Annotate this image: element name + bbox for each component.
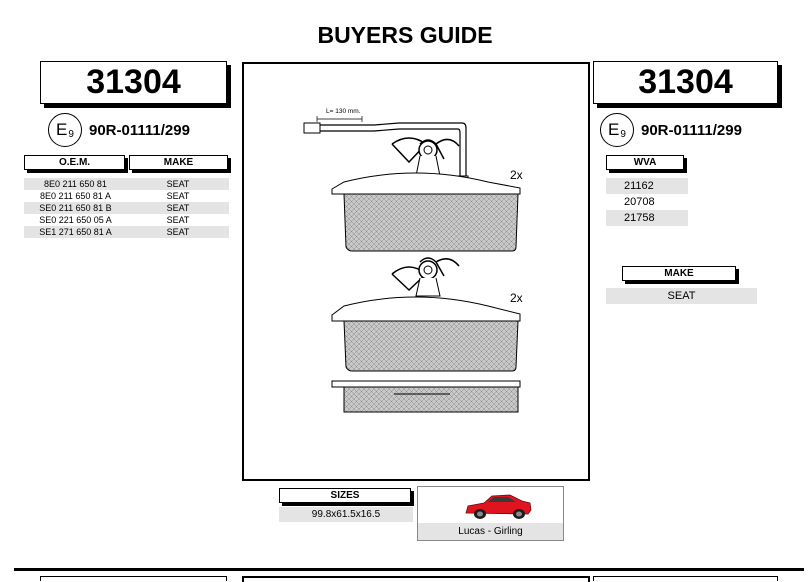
length-note: L= 130 mm. — [326, 108, 361, 115]
oem-cell: 8E0 211 650 81 — [44, 179, 107, 189]
quantity-top: 2x — [510, 168, 523, 182]
page-title: BUYERS GUIDE — [317, 22, 493, 48]
oem-cell: 8E0 211 650 81 A — [40, 191, 111, 201]
quantity-bottom: 2x — [510, 291, 523, 305]
approval-code-right: 90R-01111/299 — [641, 121, 742, 139]
table-row — [24, 190, 229, 202]
ece-letter: E — [608, 120, 620, 139]
make-cell: SEAT — [166, 215, 190, 225]
wva-value: 21162 — [606, 178, 688, 194]
sizes-value: 99.8x61.5x16.5 — [279, 507, 413, 522]
approval-code-left: 90R-01111/299 — [89, 121, 190, 139]
ece-letter: E — [56, 120, 68, 139]
part-number-left: 31304 — [86, 63, 181, 101]
table-row — [24, 178, 229, 190]
make-header: MAKE — [129, 155, 228, 170]
wva-value: 21758 — [606, 210, 688, 226]
brake-pad-drawing-svg — [244, 64, 588, 479]
make-cell: SEAT — [166, 179, 190, 189]
system-label: Lucas - Girling — [417, 523, 564, 541]
make-cell: SEAT — [166, 227, 190, 237]
table-row — [24, 202, 229, 214]
make-box-value: SEAT — [606, 288, 757, 304]
next-page-box-right — [593, 576, 778, 581]
wva-value: 20708 — [624, 196, 655, 208]
part-number-right: 31304 — [638, 63, 733, 101]
oem-header: O.E.M. — [24, 155, 125, 170]
car-icon — [418, 487, 563, 524]
side-view — [332, 381, 520, 412]
ece-e-icon — [600, 113, 634, 147]
vehicle-image — [417, 486, 564, 525]
approval-mark-left — [48, 113, 190, 147]
sizes-header: SIZES — [279, 488, 411, 503]
wva-list — [606, 178, 688, 226]
approval-mark-right — [600, 113, 742, 147]
ece-number: 9 — [68, 128, 74, 140]
oem-table-body — [24, 178, 229, 238]
ece-e-icon — [48, 113, 82, 147]
make-box-header: MAKE — [622, 266, 736, 281]
top-pad — [332, 138, 520, 251]
make-cell: SEAT — [166, 203, 190, 213]
table-row — [24, 214, 229, 226]
part-number-box-right — [593, 61, 778, 104]
oem-cell: SE0 211 650 81 B — [39, 203, 112, 213]
make-cell: SEAT — [166, 191, 190, 201]
table-row — [24, 226, 229, 238]
brake-pad-drawing — [242, 62, 590, 481]
wva-header: WVA — [606, 155, 684, 170]
next-page-drawing — [242, 576, 590, 582]
next-page-box-left — [40, 576, 227, 581]
page-divider — [14, 568, 804, 571]
oem-cell: SE0 221 650 05 A — [39, 215, 112, 225]
oem-cell: SE1 271 650 81 A — [39, 227, 112, 237]
ece-number: 9 — [620, 128, 626, 140]
bottom-pad — [332, 258, 520, 371]
part-number-box-left — [40, 61, 227, 104]
